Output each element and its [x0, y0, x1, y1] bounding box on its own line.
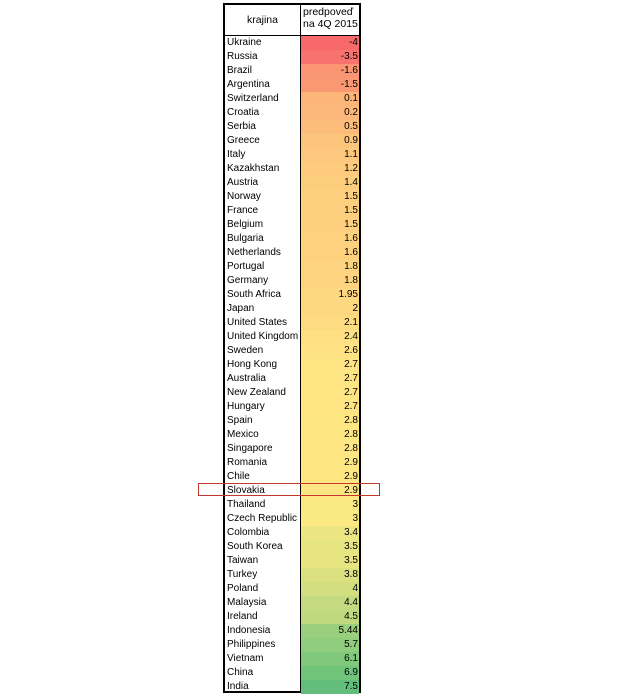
country-cell: Romania — [227, 457, 268, 468]
forecast-value-cell: 2.1 — [301, 316, 359, 330]
country-cell: Argentina — [227, 79, 270, 90]
country-cell: Philippines — [227, 639, 276, 650]
country-cell: United States — [227, 317, 288, 328]
table-row — [225, 302, 359, 316]
table-row — [225, 680, 359, 694]
table-row — [225, 428, 359, 442]
forecast-value-cell: 0.2 — [301, 106, 359, 120]
forecast-value-cell: 1.6 — [301, 246, 359, 260]
country-cell: Mexico — [227, 429, 259, 440]
forecast-value-cell: 1.5 — [301, 218, 359, 232]
forecast-value-cell: 1.5 — [301, 204, 359, 218]
table-row — [225, 204, 359, 218]
forecast-value-cell: 3.8 — [301, 568, 359, 582]
country-cell: Singapore — [227, 443, 273, 454]
country-cell: Turkey — [227, 569, 258, 580]
table-row — [225, 36, 359, 50]
table-row — [225, 526, 359, 540]
forecast-value-cell: 2.7 — [301, 386, 359, 400]
forecast-value-cell: 6.9 — [301, 666, 359, 680]
forecast-value-cell: -1.6 — [301, 64, 359, 78]
forecast-value-cell: 4.4 — [301, 596, 359, 610]
table-row — [225, 596, 359, 610]
forecast-value-cell: 2.9 — [301, 470, 359, 484]
table-row — [225, 610, 359, 624]
table-row — [225, 372, 359, 386]
country-cell: Taiwan — [227, 555, 259, 566]
forecast-value-cell: 1.8 — [301, 260, 359, 274]
table-row — [225, 120, 359, 134]
forecast-value-cell: 2.9 — [301, 484, 359, 498]
country-cell: Switzerland — [227, 93, 279, 104]
forecast-value-cell: 2.6 — [301, 344, 359, 358]
country-cell: United Kingdom — [227, 331, 299, 342]
table-row — [225, 162, 359, 176]
table-row — [225, 554, 359, 568]
header-country: krajina — [247, 14, 278, 26]
table-row — [225, 330, 359, 344]
forecast-value-cell: 2.8 — [301, 428, 359, 442]
table-row — [225, 386, 359, 400]
country-cell: Ireland — [227, 611, 258, 622]
country-cell: Ukraine — [227, 37, 262, 48]
country-cell: Spain — [227, 415, 253, 426]
forecast-value-cell: 3 — [301, 512, 359, 526]
table-row — [225, 638, 359, 652]
forecast-value-cell: 4 — [301, 582, 359, 596]
country-cell: Japan — [227, 303, 255, 314]
forecast-value-cell: 2.9 — [301, 456, 359, 470]
table-row — [225, 260, 359, 274]
table-row — [225, 456, 359, 470]
table-row — [225, 92, 359, 106]
forecast-value-cell: 1.95 — [301, 288, 359, 302]
table-row — [225, 148, 359, 162]
country-cell: Sweden — [227, 345, 264, 356]
country-cell: Netherlands — [227, 247, 281, 258]
country-cell: Colombia — [227, 527, 270, 538]
country-cell: Hungary — [227, 401, 265, 412]
forecast-value-cell: 3.5 — [301, 540, 359, 554]
country-cell: China — [227, 667, 254, 678]
forecast-value-cell: 2.4 — [301, 330, 359, 344]
country-cell: Portugal — [227, 261, 265, 272]
country-cell: Greece — [227, 135, 260, 146]
table-row — [225, 470, 359, 484]
forecast-value-cell: 1.8 — [301, 274, 359, 288]
forecast-table — [223, 3, 361, 693]
forecast-value-cell: 2.8 — [301, 442, 359, 456]
table-row — [225, 568, 359, 582]
forecast-value-cell: 4.5 — [301, 610, 359, 624]
forecast-value-cell: 2 — [301, 302, 359, 316]
country-cell: South Korea — [227, 541, 283, 552]
table-row — [225, 624, 359, 638]
country-cell: Indonesia — [227, 625, 271, 636]
highlight-box-slovakia — [198, 483, 380, 496]
country-cell: New Zealand — [227, 387, 286, 398]
country-cell: India — [227, 681, 249, 692]
forecast-value-cell: 2.7 — [301, 372, 359, 386]
forecast-value-cell: 2.8 — [301, 414, 359, 428]
forecast-value-cell: 2.7 — [301, 400, 359, 414]
table-row — [225, 344, 359, 358]
table-header-row — [225, 5, 359, 36]
table-row — [225, 442, 359, 456]
forecast-value-cell: 3 — [301, 498, 359, 512]
table-row — [225, 358, 359, 372]
country-cell: Italy — [227, 149, 246, 160]
country-cell: Germany — [227, 275, 269, 286]
country-cell: Brazil — [227, 65, 253, 76]
table-row — [225, 232, 359, 246]
forecast-value-cell: 0.5 — [301, 120, 359, 134]
table-row — [225, 652, 359, 666]
country-cell: Slovakia — [227, 485, 265, 496]
forecast-value-cell: 5.7 — [301, 638, 359, 652]
forecast-value-cell: 0.9 — [301, 134, 359, 148]
country-cell: Bulgaria — [227, 233, 264, 244]
forecast-value-cell: -4 — [301, 36, 359, 50]
country-cell: Kazakhstan — [227, 163, 280, 174]
forecast-value-cell: 5.44 — [301, 624, 359, 638]
forecast-value-cell: 3.5 — [301, 554, 359, 568]
country-cell: Vietnam — [227, 653, 264, 664]
country-cell: Poland — [227, 583, 259, 594]
table-row — [225, 134, 359, 148]
table-row — [225, 288, 359, 302]
country-cell: France — [227, 205, 259, 216]
forecast-value-cell: -1.5 — [301, 78, 359, 92]
forecast-value-cell: 3.4 — [301, 526, 359, 540]
table-row — [225, 316, 359, 330]
header-forecast: predpoveď na 4Q 2015 — [303, 6, 358, 30]
table-row — [225, 512, 359, 526]
country-cell: Belgium — [227, 219, 264, 230]
table-row — [225, 50, 359, 64]
forecast-value-cell: -3.5 — [301, 50, 359, 64]
country-cell: Russia — [227, 51, 258, 62]
table-row — [225, 582, 359, 596]
country-cell: Thailand — [227, 499, 266, 510]
forecast-value-cell: 7.5 — [301, 680, 359, 694]
country-cell: Norway — [227, 191, 261, 202]
forecast-value-cell: 1.2 — [301, 162, 359, 176]
country-cell: Czech Republic — [227, 513, 298, 524]
country-cell: Hong Kong — [227, 359, 278, 370]
table-row — [225, 666, 359, 680]
country-cell: Australia — [227, 373, 266, 384]
table-row — [225, 540, 359, 554]
table-row — [225, 400, 359, 414]
country-cell: Croatia — [227, 107, 260, 118]
country-cell: Austria — [227, 177, 259, 188]
table-row — [225, 246, 359, 260]
table-row — [225, 64, 359, 78]
forecast-value-cell: 1.5 — [301, 190, 359, 204]
forecast-value-cell: 6.1 — [301, 652, 359, 666]
forecast-value-cell: 1.1 — [301, 148, 359, 162]
forecast-value-cell: 0.1 — [301, 92, 359, 106]
country-cell: South Africa — [227, 289, 281, 300]
forecast-value-cell: 2.7 — [301, 358, 359, 372]
table-row — [225, 106, 359, 120]
forecast-value-cell: 1.4 — [301, 176, 359, 190]
table-row — [225, 176, 359, 190]
country-cell: Malaysia — [227, 597, 267, 608]
table-row — [225, 414, 359, 428]
country-cell: Chile — [227, 471, 250, 482]
table-row — [225, 498, 359, 512]
table-row — [225, 274, 359, 288]
forecast-value-cell: 1.6 — [301, 232, 359, 246]
table-row — [225, 218, 359, 232]
country-cell: Serbia — [227, 121, 256, 132]
table-row — [225, 190, 359, 204]
table-row — [225, 78, 359, 92]
